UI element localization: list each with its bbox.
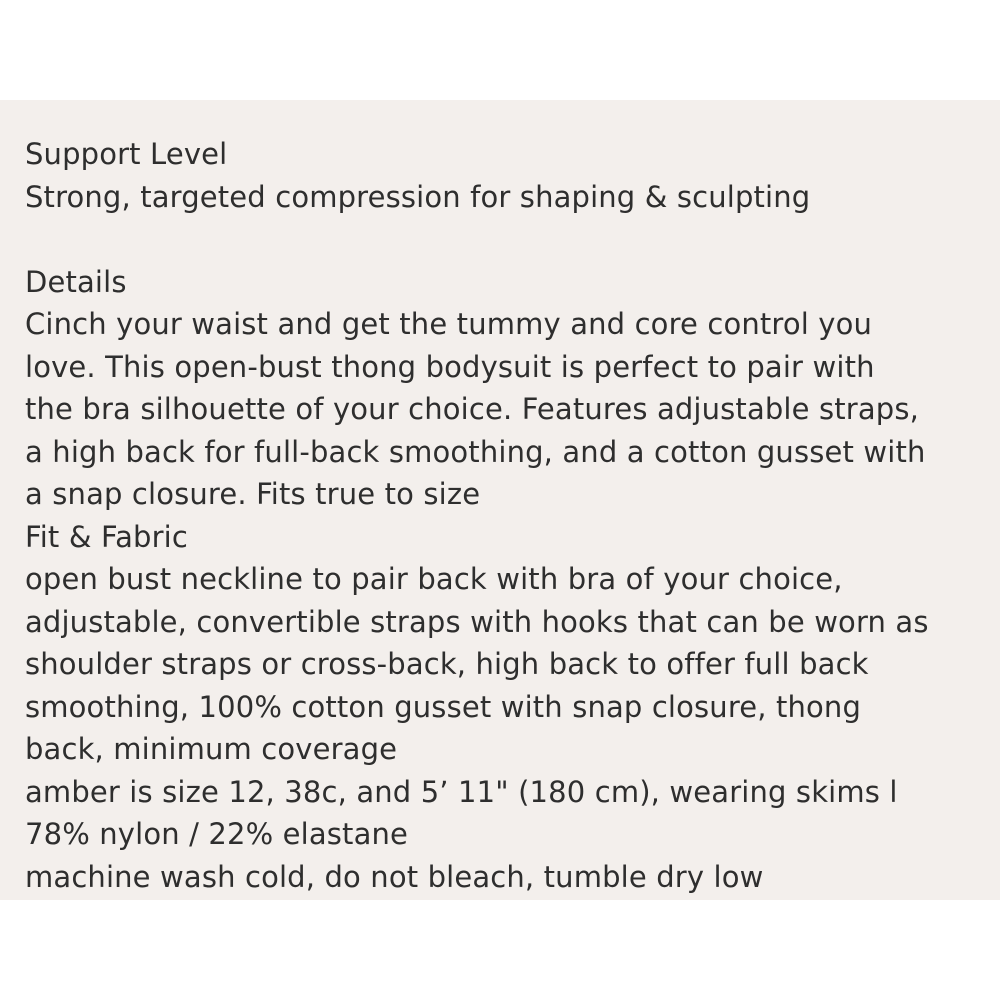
details-line: love. This open-bust thong bodysuit is perfect to pair with — [25, 349, 875, 384]
details-line: a snap closure. Fits true to size — [25, 477, 481, 511]
support-level-heading: Support Level — [25, 137, 228, 171]
model-info: amber is size 12, 38c, and 5’ 11" (180 cm), wearing skims l — [25, 774, 898, 809]
fit-fabric-line: back, minimum coverage — [25, 732, 398, 766]
details-heading: Details — [25, 264, 127, 299]
fit-fabric-line: smoothing, 100% cotton gusset with snap closure, thong — [25, 689, 862, 724]
fit-fabric-line: adjustable, convertible straps with hooks that can be worn as — [25, 604, 929, 639]
fit-fabric-line: open bust neckline to pair back with bra of your choice, — [25, 562, 843, 596]
care-instructions: machine wash cold, do not bleach, tumble dry low — [25, 859, 764, 894]
fabric-composition: 78% nylon / 22% elastane — [25, 817, 409, 851]
details-line: the bra silhouette of your choice. Features adjustable straps, — [25, 392, 919, 426]
details-line: Cinch your waist and get the tummy and core control you — [25, 307, 873, 341]
section-spacer — [25, 218, 990, 261]
product-description-panel — [0, 100, 1000, 900]
product-description — [25, 133, 990, 898]
fit-fabric-heading: Fit & Fabric — [25, 519, 188, 554]
support-level-text: Strong, targeted compression for shaping & sculpting — [25, 179, 811, 214]
fit-fabric-line: shoulder straps or cross-back, high back to offer full back — [25, 647, 869, 681]
details-line: a high back for full-back smoothing, and a cotton gusset with — [25, 434, 926, 469]
